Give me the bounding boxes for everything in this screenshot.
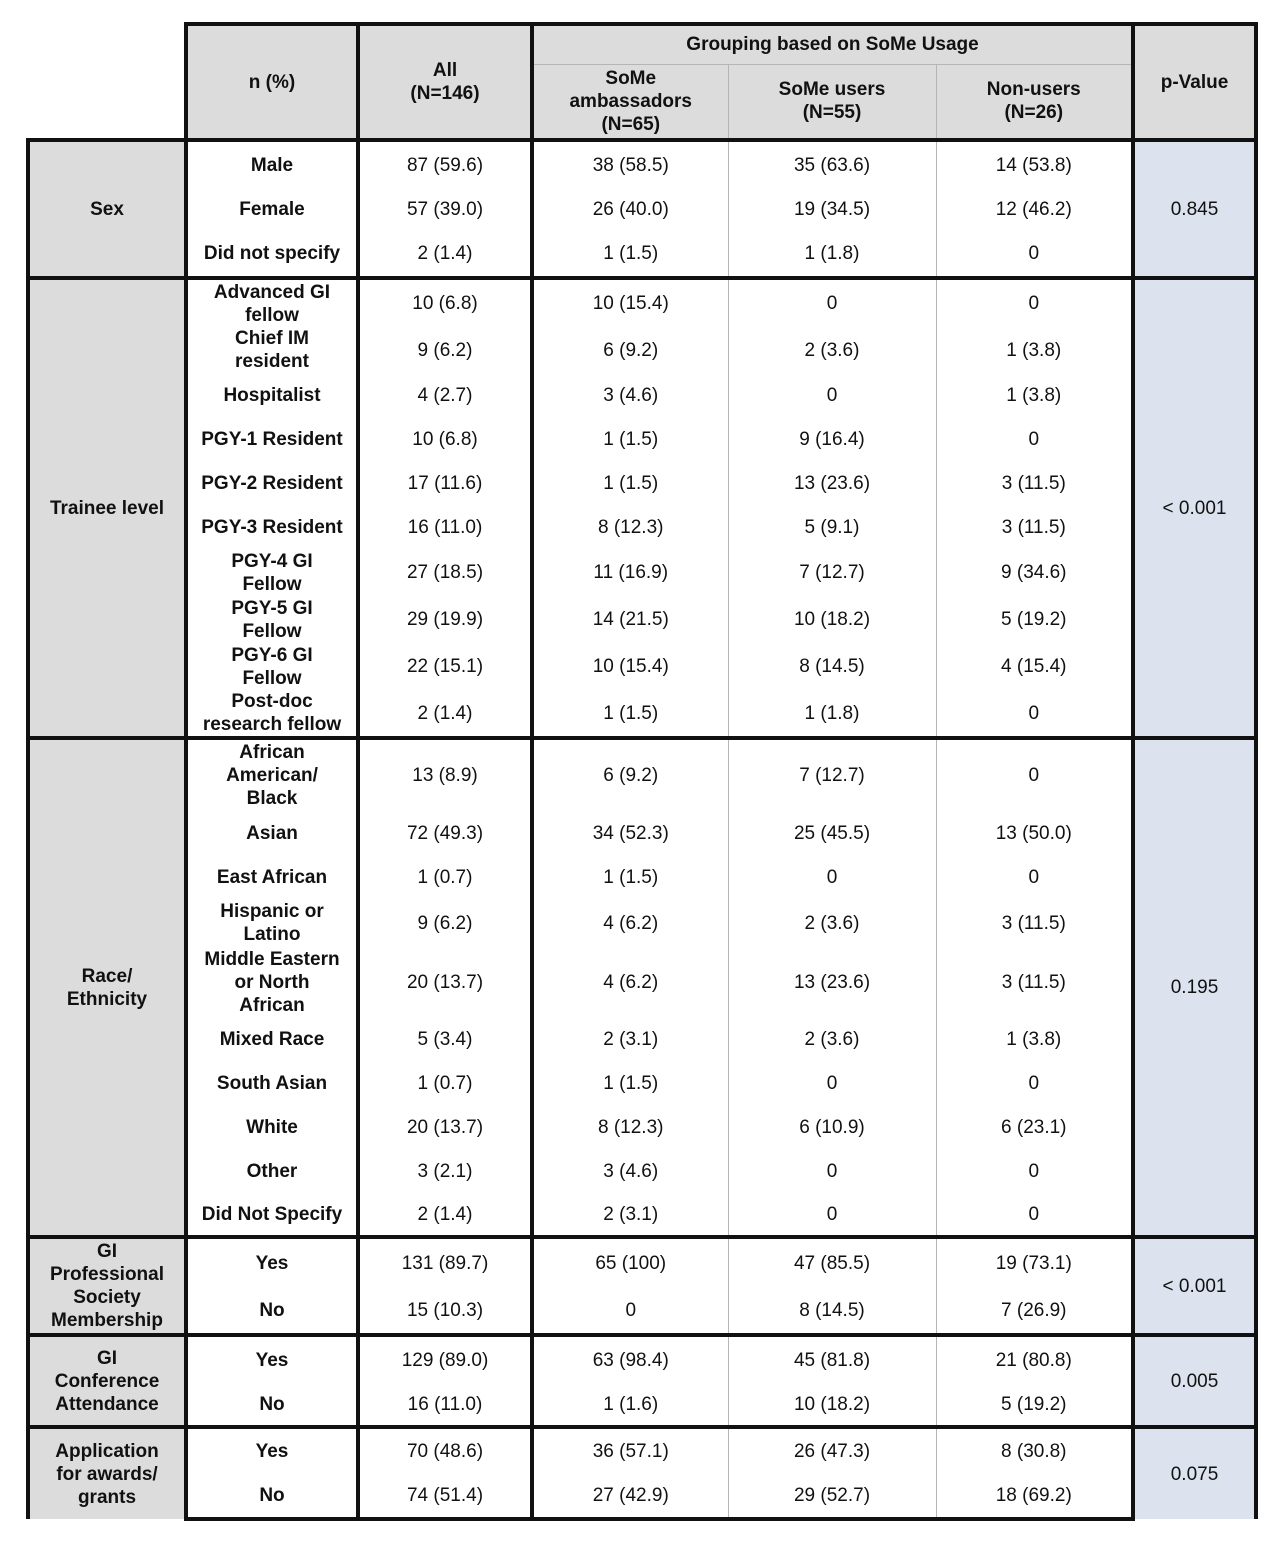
row-label-line: Other [246,1160,298,1182]
demographics-table [26,22,1258,1521]
value-users-cell: 8 (14.5) [728,643,936,690]
value-ambassadors-cell: 6 (9.2) [532,738,728,811]
value-ambassadors-cell: 36 (57.1) [532,1427,728,1473]
row-label-line: No [259,1484,285,1506]
row-label-line: South Asian [216,1072,328,1094]
value-ambassadors-cell: 1 (1.5) [532,855,728,899]
row-label-line: or North [234,971,310,993]
nonusers-header [936,64,1133,140]
row-label-line: PGY-3 Resident [201,516,343,538]
table-row [28,1105,1256,1149]
value-all-cell: 16 (11.0) [358,505,532,549]
value-ambassadors-cell: 4 (6.2) [532,899,728,947]
value-users-cell: 0 [728,1061,936,1105]
row-label-line: Yes [255,1252,289,1274]
value-users-cell: 8 (14.5) [728,1287,936,1335]
table-row [28,461,1256,505]
row-label-cell [186,1473,358,1519]
all-header-n: (N=146) [410,83,480,104]
row-label-cell [186,278,358,327]
table-row [28,373,1256,417]
row-label-line: Fellow [242,573,302,595]
table-row [28,140,1256,188]
category-label-line: Ethnicity [66,988,148,1010]
row-label-cell [186,327,358,373]
row-label-line: fellow [245,304,299,326]
value-ambassadors-cell: 3 (4.6) [532,1149,728,1193]
value-all-cell: 131 (89.7) [358,1237,532,1287]
value-all-cell: 20 (13.7) [358,947,532,1017]
value-all-cell: 10 (6.8) [358,278,532,327]
table-row [28,1383,1256,1427]
category-cell [28,1237,186,1335]
row-label-cell [186,899,358,947]
value-all-cell: 9 (6.2) [358,899,532,947]
value-all-cell: 17 (11.6) [358,461,532,505]
category-cell [28,1427,186,1519]
row-label-cell [186,417,358,461]
row-label-line: African [239,994,305,1016]
row-label-line: Advanced GI [213,281,331,303]
table-row [28,855,1256,899]
table-row [28,690,1256,738]
row-label-line: Latino [243,924,301,945]
table-row [28,1473,1256,1519]
row-label-cell [186,230,358,278]
value-users-cell: 7 (12.7) [728,738,936,811]
value-all-cell: 1 (0.7) [358,855,532,899]
row-label-line: Asian [246,822,298,844]
table-row [28,1193,1256,1237]
category-cell [28,738,186,1237]
category-label-line: GI [96,1347,118,1369]
value-all-cell: 129 (89.0) [358,1335,532,1383]
value-users-cell: 2 (3.6) [728,327,936,373]
all-header-label: All [432,60,458,81]
category-label-line: GI [96,1241,118,1262]
row-label-cell [186,1335,358,1383]
row-label-line: Yes [255,1440,289,1462]
value-nonusers-cell: 1 (3.8) [936,373,1133,417]
table-header [28,24,1256,140]
table-row [28,1287,1256,1335]
value-nonusers-cell: 5 (19.2) [936,1383,1133,1427]
all-column-header [358,24,532,140]
value-nonusers-cell: 18 (69.2) [936,1473,1133,1519]
category-label-line: Attendance [55,1393,159,1415]
value-nonusers-cell: 5 (19.2) [936,596,1133,643]
value-users-cell: 0 [728,278,936,327]
row-label-cell [186,373,358,417]
ambassadors-header-line: ambassadors [569,90,692,112]
value-nonusers-cell: 0 [936,278,1133,327]
table-row [28,230,1256,278]
value-users-cell: 45 (81.8) [728,1335,936,1383]
value-users-cell: 0 [728,1193,936,1237]
row-label-line: PGY-2 Resident [201,472,343,494]
value-ambassadors-cell: 1 (1.5) [532,230,728,278]
value-ambassadors-cell: 3 (4.6) [532,373,728,417]
value-users-cell: 10 (18.2) [728,596,936,643]
value-ambassadors-cell: 10 (15.4) [532,643,728,690]
value-users-cell: 26 (47.3) [728,1427,936,1473]
value-ambassadors-cell: 34 (52.3) [532,811,728,855]
value-ambassadors-cell: 10 (15.4) [532,278,728,327]
value-ambassadors-cell: 65 (100) [532,1237,728,1287]
value-all-cell: 9 (6.2) [358,327,532,373]
value-ambassadors-cell: 1 (1.5) [532,417,728,461]
table-row [28,596,1256,643]
value-nonusers-cell: 3 (11.5) [936,461,1133,505]
value-nonusers-cell: 4 (15.4) [936,643,1133,690]
value-ambassadors-cell: 2 (3.1) [532,1193,728,1237]
value-nonusers-cell: 0 [936,690,1133,738]
category-label-line: Race/ [81,965,133,987]
row-label-cell [186,1149,358,1193]
row-label-cell [186,690,358,738]
value-nonusers-cell: 3 (11.5) [936,505,1133,549]
value-users-cell: 1 (1.8) [728,690,936,738]
value-ambassadors-cell: 6 (9.2) [532,327,728,373]
value-all-cell: 16 (11.0) [358,1383,532,1427]
value-nonusers-cell: 3 (11.5) [936,899,1133,947]
row-label-line: PGY-5 GI [231,597,313,619]
value-users-cell: 35 (63.6) [728,140,936,188]
value-nonusers-cell: 13 (50.0) [936,811,1133,855]
value-nonusers-cell: 8 (30.8) [936,1427,1133,1473]
value-all-cell: 87 (59.6) [358,140,532,188]
row-label-line: Hispanic or [220,901,324,922]
row-label-cell [186,549,358,596]
value-ambassadors-cell: 27 (42.9) [532,1473,728,1519]
row-label-line: PGY-6 GI [231,644,313,666]
value-users-cell: 6 (10.9) [728,1105,936,1149]
value-users-cell: 19 (34.5) [728,188,936,230]
row-label-cell [186,855,358,899]
table-row [28,188,1256,230]
row-label-cell [186,738,358,811]
nonusers-header-line: Non-users [986,79,1081,101]
value-all-cell: 74 (51.4) [358,1473,532,1519]
value-users-cell: 10 (18.2) [728,1383,936,1427]
row-label-cell [186,1193,358,1237]
row-label-line: Middle Eastern [204,948,340,970]
value-ambassadors-cell: 4 (6.2) [532,947,728,1017]
category-label-line: Sex [90,198,124,220]
value-all-cell: 3 (2.1) [358,1149,532,1193]
row-label-line: No [259,1393,285,1415]
row-label-line: Male [250,154,294,176]
value-users-cell: 0 [728,1149,936,1193]
row-label-cell [186,811,358,855]
value-all-cell: 2 (1.4) [358,1193,532,1237]
row-label-line: Did Not Specify [201,1203,343,1225]
value-ambassadors-cell: 26 (40.0) [532,188,728,230]
value-ambassadors-cell: 38 (58.5) [532,140,728,188]
table-row [28,1335,1256,1383]
value-nonusers-cell: 0 [936,1193,1133,1237]
value-all-cell: 15 (10.3) [358,1287,532,1335]
value-users-cell: 13 (23.6) [728,461,936,505]
value-users-cell: 13 (23.6) [728,947,936,1017]
value-nonusers-cell: 7 (26.9) [936,1287,1133,1335]
table-row [28,811,1256,855]
row-label-line: research fellow [202,714,342,735]
pvalue-cell: 0.845 [1133,140,1256,278]
value-ambassadors-cell: 1 (1.5) [532,1061,728,1105]
users-header [728,64,936,140]
table-row [28,327,1256,373]
value-ambassadors-cell: 63 (98.4) [532,1335,728,1383]
value-users-cell: 2 (3.6) [728,899,936,947]
table-row [28,549,1256,596]
value-nonusers-cell: 3 (11.5) [936,947,1133,1017]
row-label-line: No [259,1299,285,1321]
value-all-cell: 1 (0.7) [358,1061,532,1105]
row-label-cell [186,505,358,549]
value-all-cell: 10 (6.8) [358,417,532,461]
value-all-cell: 13 (8.9) [358,738,532,811]
row-label-cell [186,1105,358,1149]
row-label-cell [186,947,358,1017]
value-users-cell: 2 (3.6) [728,1017,936,1061]
row-label-cell [186,1383,358,1427]
ambassadors-header-line: SoMe [605,67,657,89]
row-label-line: Fellow [242,667,302,689]
value-all-cell: 27 (18.5) [358,549,532,596]
value-nonusers-cell: 0 [936,1061,1133,1105]
category-label-line: Society [73,1287,141,1308]
table-row [28,1149,1256,1193]
row-label-line: Did not specify [203,242,341,264]
row-label-line: Chief IM [235,328,309,349]
pvalue-cell: 0.005 [1133,1335,1256,1427]
category-cell [28,140,186,278]
value-nonusers-cell: 9 (34.6) [936,549,1133,596]
value-nonusers-cell: 0 [936,855,1133,899]
row-label-line: resident [235,351,309,372]
value-ambassadors-cell: 11 (16.9) [532,549,728,596]
row-label-cell [186,140,358,188]
value-all-cell: 70 (48.6) [358,1427,532,1473]
users-header-line: SoMe users [778,79,886,101]
value-nonusers-cell: 1 (3.8) [936,1017,1133,1061]
n-percent-header: n (%) [186,24,358,140]
table-row [28,1061,1256,1105]
value-nonusers-cell: 0 [936,417,1133,461]
value-users-cell: 25 (45.5) [728,811,936,855]
row-label-cell [186,1237,358,1287]
value-ambassadors-cell: 1 (1.5) [532,690,728,738]
value-users-cell: 7 (12.7) [728,549,936,596]
corner-cell [28,24,186,140]
value-ambassadors-cell: 8 (12.3) [532,505,728,549]
value-all-cell: 5 (3.4) [358,1017,532,1061]
value-users-cell: 1 (1.8) [728,230,936,278]
value-users-cell: 29 (52.7) [728,1473,936,1519]
row-label-cell [186,1427,358,1473]
pvalue-cell: < 0.001 [1133,1237,1256,1335]
category-cell [28,278,186,738]
value-ambassadors-cell: 1 (1.6) [532,1383,728,1427]
value-nonusers-cell: 0 [936,230,1133,278]
row-label-line: American/ [226,765,318,786]
table-row [28,1427,1256,1473]
row-label-cell [186,1017,358,1061]
users-header-line: (N=55) [802,102,862,124]
row-label-line: Yes [255,1349,289,1371]
table-row [28,643,1256,690]
row-label-cell [186,1287,358,1335]
value-nonusers-cell: 12 (46.2) [936,188,1133,230]
category-label-line: Trainee level [49,497,165,519]
category-cell [28,1335,186,1427]
value-all-cell: 72 (49.3) [358,811,532,855]
table-row [28,738,1256,811]
table-row [28,505,1256,549]
value-all-cell: 22 (15.1) [358,643,532,690]
category-label-line: Professional [49,1264,165,1285]
row-label-line: Post-doc [231,691,313,712]
value-ambassadors-cell: 8 (12.3) [532,1105,728,1149]
value-nonusers-cell: 19 (73.1) [936,1237,1133,1287]
value-ambassadors-cell: 14 (21.5) [532,596,728,643]
pvalue-header: p-Value [1133,24,1256,140]
row-label-line: East African [216,866,328,888]
value-nonusers-cell: 1 (3.8) [936,327,1133,373]
category-label-line: Membership [51,1310,163,1331]
value-all-cell: 2 (1.4) [358,230,532,278]
ambassadors-header [532,64,728,140]
row-label-line: Female [239,198,305,220]
value-nonusers-cell: 21 (80.8) [936,1335,1133,1383]
category-label-line: for awards/ [56,1463,158,1485]
value-all-cell: 2 (1.4) [358,690,532,738]
category-label-line: Conference [54,1370,160,1392]
value-users-cell: 9 (16.4) [728,417,936,461]
row-label-line: Black [246,788,298,809]
value-ambassadors-cell: 1 (1.5) [532,461,728,505]
value-nonusers-cell: 0 [936,1149,1133,1193]
value-all-cell: 29 (19.9) [358,596,532,643]
value-all-cell: 20 (13.7) [358,1105,532,1149]
nonusers-header-line: (N=26) [1004,102,1064,124]
row-label-line: Fellow [242,620,302,642]
pvalue-cell: 0.075 [1133,1427,1256,1519]
table-row [28,947,1256,1017]
value-nonusers-cell: 14 (53.8) [936,140,1133,188]
value-all-cell: 57 (39.0) [358,188,532,230]
value-ambassadors-cell: 0 [532,1287,728,1335]
value-nonusers-cell: 6 (23.1) [936,1105,1133,1149]
row-label-cell [186,461,358,505]
table-row [28,417,1256,461]
table-body [28,140,1256,1519]
value-ambassadors-cell: 2 (3.1) [532,1017,728,1061]
grouping-header: Grouping based on SoMe Usage [532,24,1133,64]
table-row [28,899,1256,947]
row-label-line: African [239,742,305,763]
row-label-cell [186,596,358,643]
category-label-line: Application [55,1440,159,1462]
row-label-cell [186,1061,358,1105]
table-row [28,1017,1256,1061]
row-label-line: White [246,1116,298,1138]
value-users-cell: 0 [728,855,936,899]
pvalue-cell: 0.195 [1133,738,1256,1237]
row-label-line: PGY-4 GI [231,550,313,572]
row-label-line: Hospitalist [223,384,321,406]
table-row [28,278,1256,327]
pvalue-cell: < 0.001 [1133,278,1256,738]
row-label-cell [186,188,358,230]
value-nonusers-cell: 0 [936,738,1133,811]
row-label-line: Mixed Race [219,1028,325,1050]
row-label-line: PGY-1 Resident [201,428,343,450]
row-label-cell [186,643,358,690]
value-all-cell: 4 (2.7) [358,373,532,417]
ambassadors-header-line: (N=65) [601,113,661,135]
value-users-cell: 5 (9.1) [728,505,936,549]
value-users-cell: 47 (85.5) [728,1237,936,1287]
category-label-line: grants [77,1486,137,1508]
value-users-cell: 0 [728,373,936,417]
table-row [28,1237,1256,1287]
